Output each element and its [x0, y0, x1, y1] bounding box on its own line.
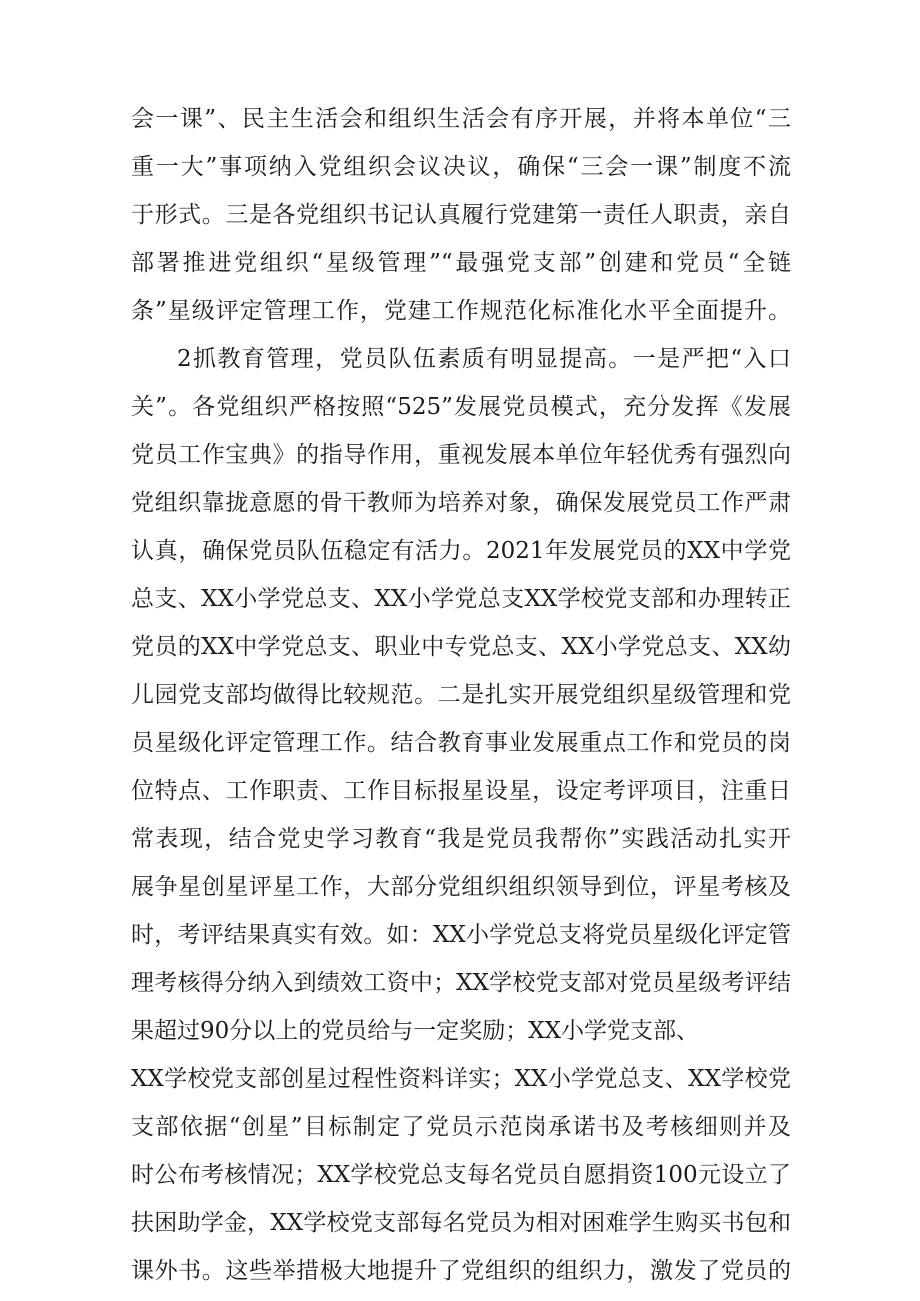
text-line: 部署推进党组织“星级管理”“最强党支部”创建和党员“全链	[131, 250, 791, 276]
text-line: 支部依据“创星”目标制定了党员示范岗承诺书及考核细则并及	[131, 1114, 791, 1140]
text-line: 果超过90分以上的党员给与一定奖励；XX小学党支部、	[131, 1018, 700, 1044]
text-line: 党组织靠拢意愿的骨干教师为培养对象，确保发展党员工作严肃	[131, 490, 791, 516]
text-line: 常表现，结合党史学习教育“我是党员我帮你”实践活动扎实开	[131, 826, 791, 852]
text-line: 关”。各党组织严格按照“525”发展党员模式，充分发挥《发展	[131, 394, 791, 420]
text-line: 位特点、工作职责、工作目标报星设星，设定考评项目，注重日	[131, 778, 791, 804]
text-line: 党员工作宝典》的指导作用，重视发展本单位年轻优秀有强烈向	[131, 442, 791, 468]
text-line: 条”星级评定管理工作，党建工作规范化标准化水平全面提升。	[131, 298, 791, 324]
text-line: 课外书。这些举措极大地提升了党组织的组织力，激发了党员的	[131, 1258, 791, 1284]
text-line: 儿园党支部均做得比较规范。二是扎实开展党组织星级管理和党	[131, 682, 791, 708]
text-line: 认真，确保党员队伍稳定有活力。2021年发展党员的XX中学党	[131, 538, 791, 564]
body-text	[131, 95, 791, 1295]
text-line: 重一大”事项纳入党组织会议决议，确保“三会一课”制度不流	[131, 154, 791, 180]
text-line: 时公布考核情况；XX学校党总支每名党员自愿捐资100元设立了	[131, 1162, 791, 1188]
text-line: 总支、XX小学党总支、XX小学党总支XX学校党支部和办理转正	[131, 586, 791, 612]
text-line: 扶困助学金，XX学校党支部每名党员为相对困难学生购买书包和	[131, 1210, 791, 1236]
text-line: XX学校党支部创星过程性资料详实；XX小学党总支、XX学校党	[131, 1066, 791, 1092]
text-line: 于形式。三是各党组织书记认真履行党建第一责任人职责，亲自	[131, 202, 791, 228]
text-line: 党员的XX中学党总支、职业中专党总支、XX小学党总支、XX幼	[131, 634, 791, 660]
text-line: 时，考评结果真实有效。如：XX小学党总支将党员星级化评定管	[131, 922, 791, 948]
text-line: 员星级化评定管理工作。结合教育事业发展重点工作和党员的岗	[131, 730, 791, 756]
text-line: 展争星创星评星工作，大部分党组织组织领导到位，评星考核及	[131, 874, 791, 900]
paragraph-start-line: 2抓教育管理，党员队伍素质有明显提高。一是严把“入口	[177, 346, 791, 372]
text-line: 理考核得分纳入到绩效工资中；XX学校党支部对党员星级考评结	[131, 970, 791, 996]
text-line: 会一课”、民主生活会和组织生活会有序开展，并将本单位“三	[131, 106, 791, 132]
